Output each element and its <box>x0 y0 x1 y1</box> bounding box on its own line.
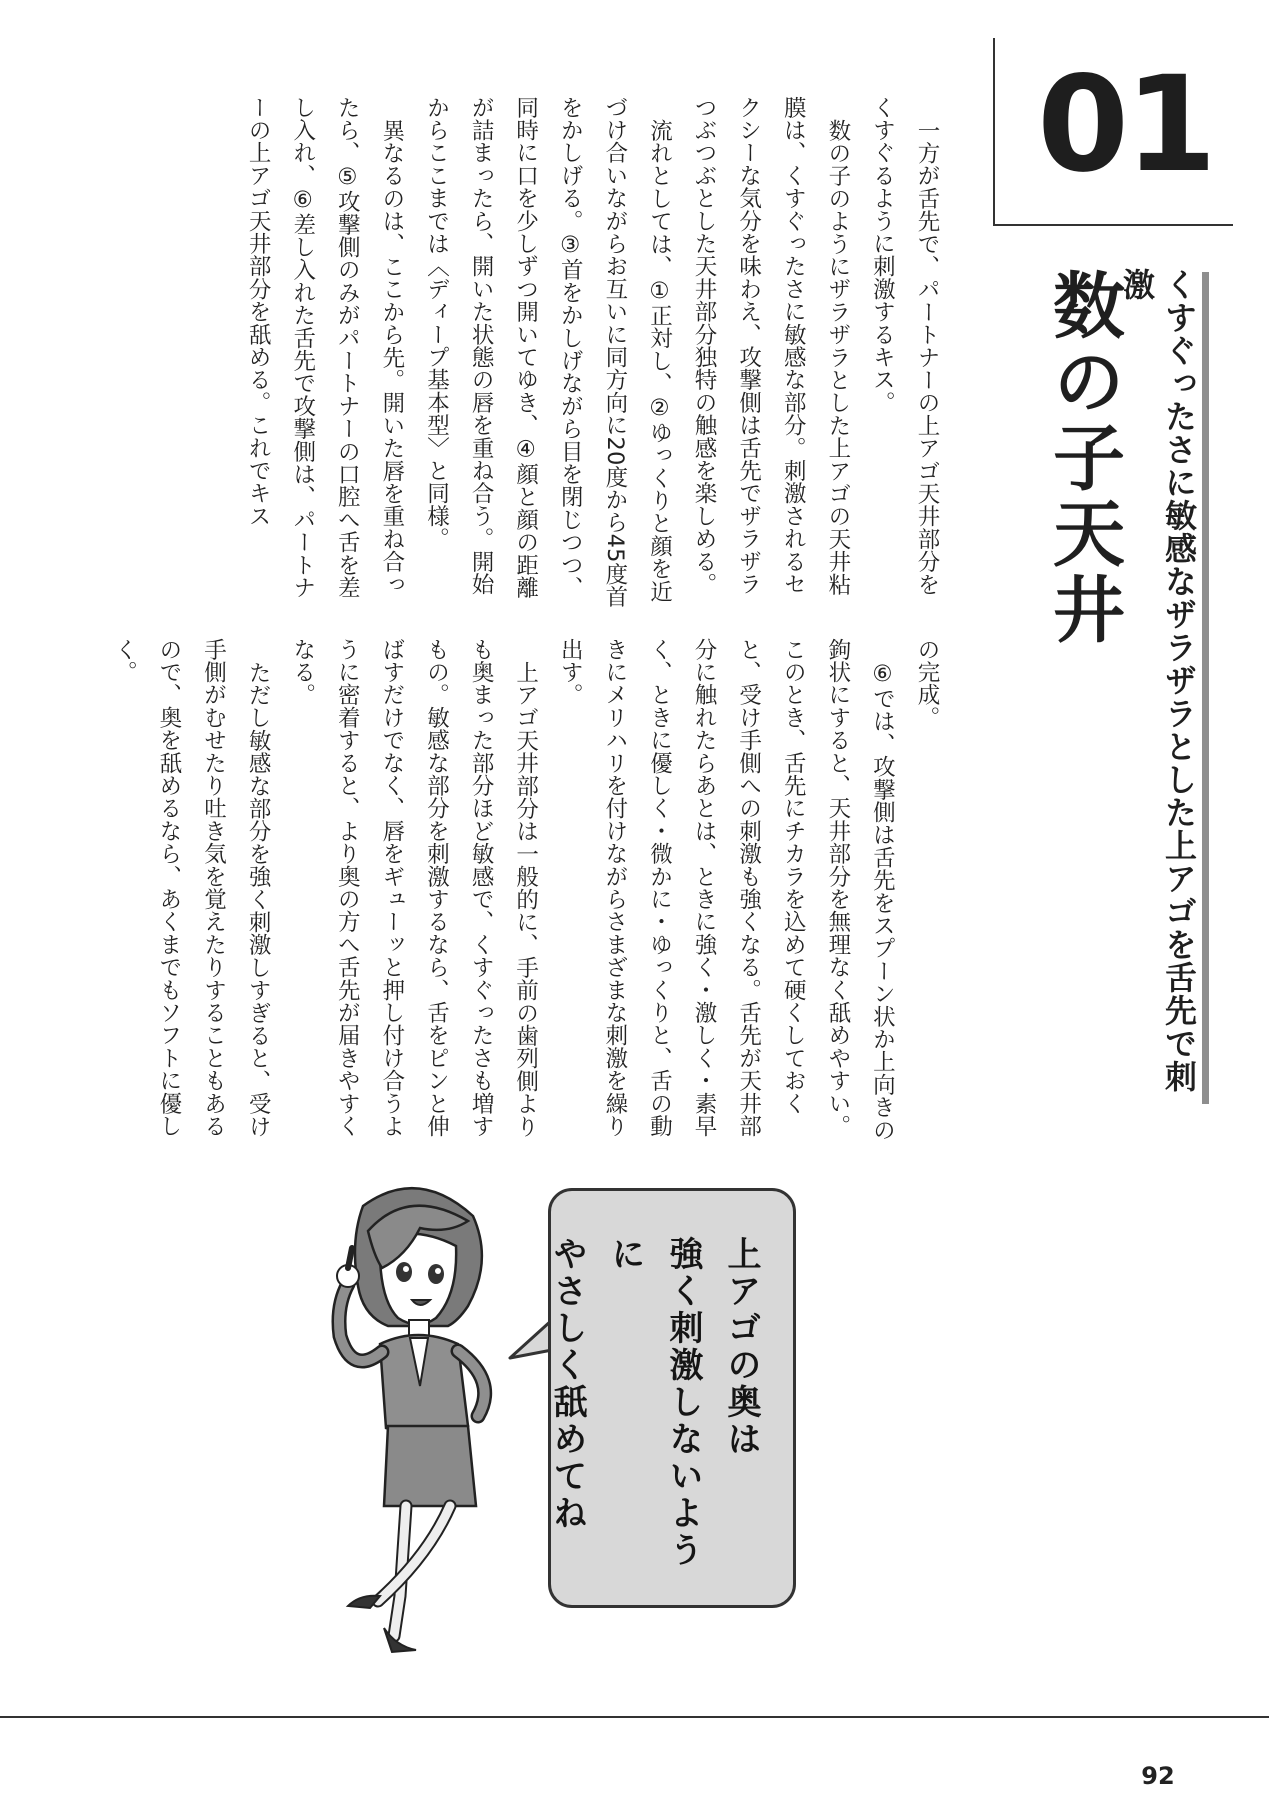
bubble-line: 上アゴの奥は <box>721 1236 761 1458</box>
bubble-line: やさしく舐めてね <box>547 1236 587 1532</box>
bubble-line: 強く刺激しないように <box>605 1236 703 1569</box>
body-text-lower <box>111 638 949 1150</box>
paragraph: ただし敏感な部分を強く刺激しすぎると、受け手側がむせたり吐き気を覚えたりすることもあるので、奥を舐めるなら、あくまでもソフトに優しく。 <box>111 638 272 1138</box>
paragraph: 上アゴ天井部分は一般的に、手前の歯列側よりも奥まった部分ほど敏感で、くすぐったさも増すもの。敏感な部分を刺激するなら、舌をピンと伸ばすだけでなく、唇をギューッと押し付け合うように密着すると、より奥の方へ舌先が届きやすくなる。 <box>289 638 539 1138</box>
woman-in-suit-pointing-illustration <box>308 1176 538 1676</box>
paragraph: 一方が舌先で、パートナーの上アゴ天井部分をくすぐるように刺激するキス。 <box>869 96 940 596</box>
paragraph: 異なるのは、ここから先。開いた唇を重ね合ったら、⑤攻撃側のみがパートナーの口腔へ舌を差し入れ、⑥差し入れた舌先で攻撃側は、パートナーの上アゴ天井部分を舐める。これでキス <box>245 96 405 599</box>
section-subtitle: くすぐったさに敏感なザラザラとした上アゴを舌先で刺激 <box>1118 268 1198 1093</box>
paragraph: ⑥では、攻撃側は舌先をスプーン状か上向きの鉤状にすると、天井部分を無理なく舐めやすい。このとき、舌先にチカラを込めて硬くしておくと、受け手側への刺激も強くなる。舌先が天井部分に触れたらあとは、ときに強く・激しく・素早く、ときに優しく・微かに・ゆっくりと、舌の動きにメリハリを付けながらさまざまな刺激を繰り出す。 <box>557 638 896 1141</box>
chapter-number: 01 <box>1037 48 1213 202</box>
paragraph: 流れとしては、①正対し、②ゆっくりと顔を近づけ合いながらお互いに同方向に20度から45度首をかしげる。③首をかしげながら目を閉じつつ、同時に口を少しずつ開いてゆき、④顔と顔の距離が詰まったら、開いた状態の唇を重ね合う。開始からここまでは〈ディープ基本型〉と同様。 <box>423 96 673 609</box>
footer-rule <box>0 1716 1269 1718</box>
speech-bubble-text <box>547 1236 770 1576</box>
paragraph: の完成。 <box>914 638 940 729</box>
paragraph: 数の子のようにザラザラとした上アゴの天井粘膜は、くすぐったさに敏感な部分。刺激されるセクシーな気分を味わえ、攻撃側は舌先でザラザラつぶつぶとした天井部分独特の触感を楽しめる。 <box>691 96 851 596</box>
page-number: 92 <box>1141 1762 1175 1790</box>
section-title: 数の子天井 <box>1041 268 1125 648</box>
body-text-upper <box>149 96 949 616</box>
subtitle-accent-bar <box>1202 272 1209 1104</box>
